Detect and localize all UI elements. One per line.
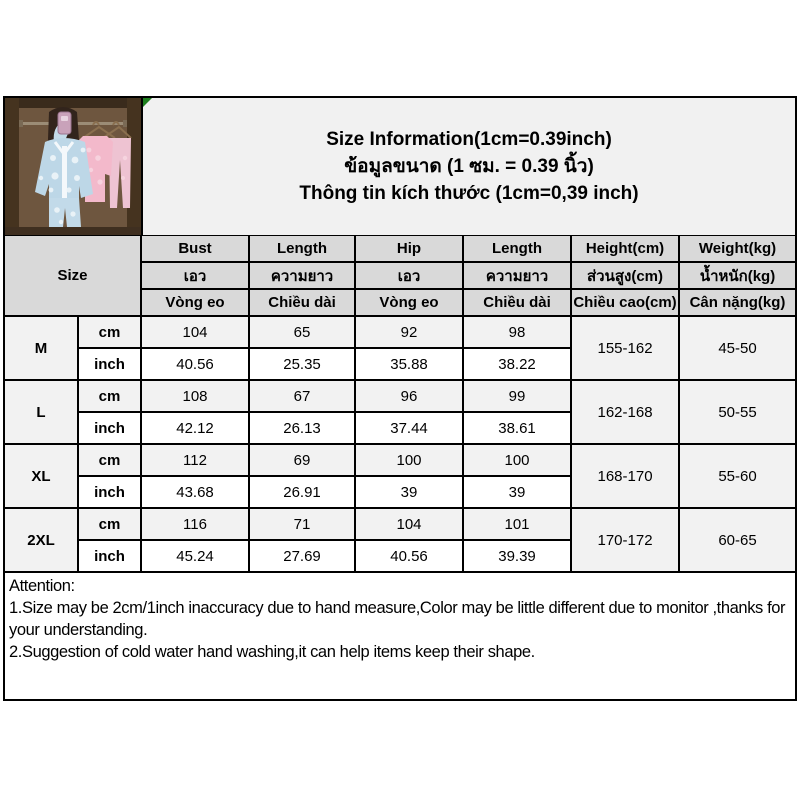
value-cell: 40.56 (355, 540, 463, 572)
size-label-m: M (4, 316, 78, 380)
col-header-length-th: ความยาว (249, 262, 355, 289)
unit-cm: cm (78, 508, 141, 540)
unit-inch: inch (78, 412, 141, 444)
unit-inch: inch (78, 476, 141, 508)
unit-cm: cm (78, 444, 141, 476)
title-english: Size Information(1cm=0.39inch) (326, 128, 612, 150)
weight-range-2xl: 60-65 (679, 508, 796, 572)
col-header-length2: Length (463, 235, 571, 262)
value-cell: 67 (249, 380, 355, 412)
table-row-xl-cm (4, 444, 796, 476)
wardrobe-left-panel (5, 98, 19, 235)
size-corner-cell: Size (4, 235, 141, 316)
unit-inch: inch (78, 540, 141, 572)
col-header-height-vi: Chiều cao(cm) (571, 289, 679, 316)
col-header-length-vi: Chiều dài (249, 289, 355, 316)
value-cell: 37.44 (355, 412, 463, 444)
value-cell: 108 (141, 380, 249, 412)
col-header-length: Length (249, 235, 355, 262)
col-header-bust-vi: Vòng eo (141, 289, 249, 316)
value-cell: 71 (249, 508, 355, 540)
value-cell: 99 (463, 380, 571, 412)
size-table (3, 234, 797, 573)
col-header-length2-th: ความยาว (463, 262, 571, 289)
height-range-l: 162-168 (571, 380, 679, 444)
value-cell: 101 (463, 508, 571, 540)
value-cell: 25.35 (249, 348, 355, 380)
cell-error-marker-icon (143, 98, 152, 107)
col-header-height: Height(cm) (571, 235, 679, 262)
table-row-m-cm (4, 316, 796, 348)
unit-inch: inch (78, 348, 141, 380)
content-frame (3, 96, 797, 701)
value-cell: 45.24 (141, 540, 249, 572)
product-photo-illustration (5, 98, 141, 235)
value-cell: 26.91 (249, 476, 355, 508)
col-header-weight-vi: Cân nặng(kg) (679, 289, 796, 316)
value-cell: 27.69 (249, 540, 355, 572)
value-cell: 39 (355, 476, 463, 508)
unit-cm: cm (78, 316, 141, 348)
size-label-l: L (4, 380, 78, 444)
header-block (3, 96, 797, 235)
col-header-height-th: ส่วนสูง(cm) (571, 262, 679, 289)
value-cell: 26.13 (249, 412, 355, 444)
height-range-m: 155-162 (571, 316, 679, 380)
value-cell: 42.12 (141, 412, 249, 444)
value-cell: 38.22 (463, 348, 571, 380)
value-cell: 112 (141, 444, 249, 476)
weight-range-l: 50-55 (679, 380, 796, 444)
value-cell: 104 (355, 508, 463, 540)
attention-heading: Attention: (9, 577, 75, 595)
value-cell: 100 (463, 444, 571, 476)
value-cell: 96 (355, 380, 463, 412)
table-row-l-cm (4, 380, 796, 412)
size-label-2xl: 2XL (4, 508, 78, 572)
unit-cm: cm (78, 380, 141, 412)
col-header-bust-th: เอว (141, 262, 249, 289)
value-cell: 38.61 (463, 412, 571, 444)
title-thai: ข้อมูลขนาด (1 ซม. = 0.39 นิ้ว) (344, 155, 594, 177)
col-header-length2-vi: Chiều dài (463, 289, 571, 316)
weight-range-xl: 55-60 (679, 444, 796, 508)
product-photo (5, 98, 143, 235)
attention-notes (3, 571, 797, 701)
value-cell: 39 (463, 476, 571, 508)
wardrobe-floor-shadow (5, 227, 141, 235)
height-range-xl: 168-170 (571, 444, 679, 508)
value-cell: 43.68 (141, 476, 249, 508)
value-cell: 92 (355, 316, 463, 348)
col-header-bust: Bust (141, 235, 249, 262)
attention-line-2: 2.Suggestion of cold water hand washing,it can help items keep their shape. (9, 643, 535, 661)
value-cell: 100 (355, 444, 463, 476)
col-header-hip-vi: Vòng eo (355, 289, 463, 316)
title-cell (143, 98, 795, 235)
col-header-weight: Weight(kg) (679, 235, 796, 262)
value-cell: 104 (141, 316, 249, 348)
value-cell: 40.56 (141, 348, 249, 380)
col-header-weight-th: น้ำหนัก(kg) (679, 262, 796, 289)
height-range-2xl: 170-172 (571, 508, 679, 572)
phone (58, 112, 71, 134)
value-cell: 116 (141, 508, 249, 540)
weight-range-m: 45-50 (679, 316, 796, 380)
title-vietnamese: Thông tin kích thước (1cm=0,39 inch) (299, 182, 639, 204)
col-header-hip-th: เอว (355, 262, 463, 289)
size-label-xl: XL (4, 444, 78, 508)
attention-line-1: 1.Size may be 2cm/1inch inaccuracy due to hand measure,Color may be little different due to monitor ,thanks for your understanding. (9, 599, 786, 639)
table-row-2xl-cm (4, 508, 796, 540)
header-row-english (4, 235, 796, 262)
col-header-hip: Hip (355, 235, 463, 262)
value-cell: 69 (249, 444, 355, 476)
wardrobe-top-shelf (19, 98, 127, 108)
value-cell: 39.39 (463, 540, 571, 572)
value-cell: 65 (249, 316, 355, 348)
value-cell: 35.88 (355, 348, 463, 380)
value-cell: 98 (463, 316, 571, 348)
